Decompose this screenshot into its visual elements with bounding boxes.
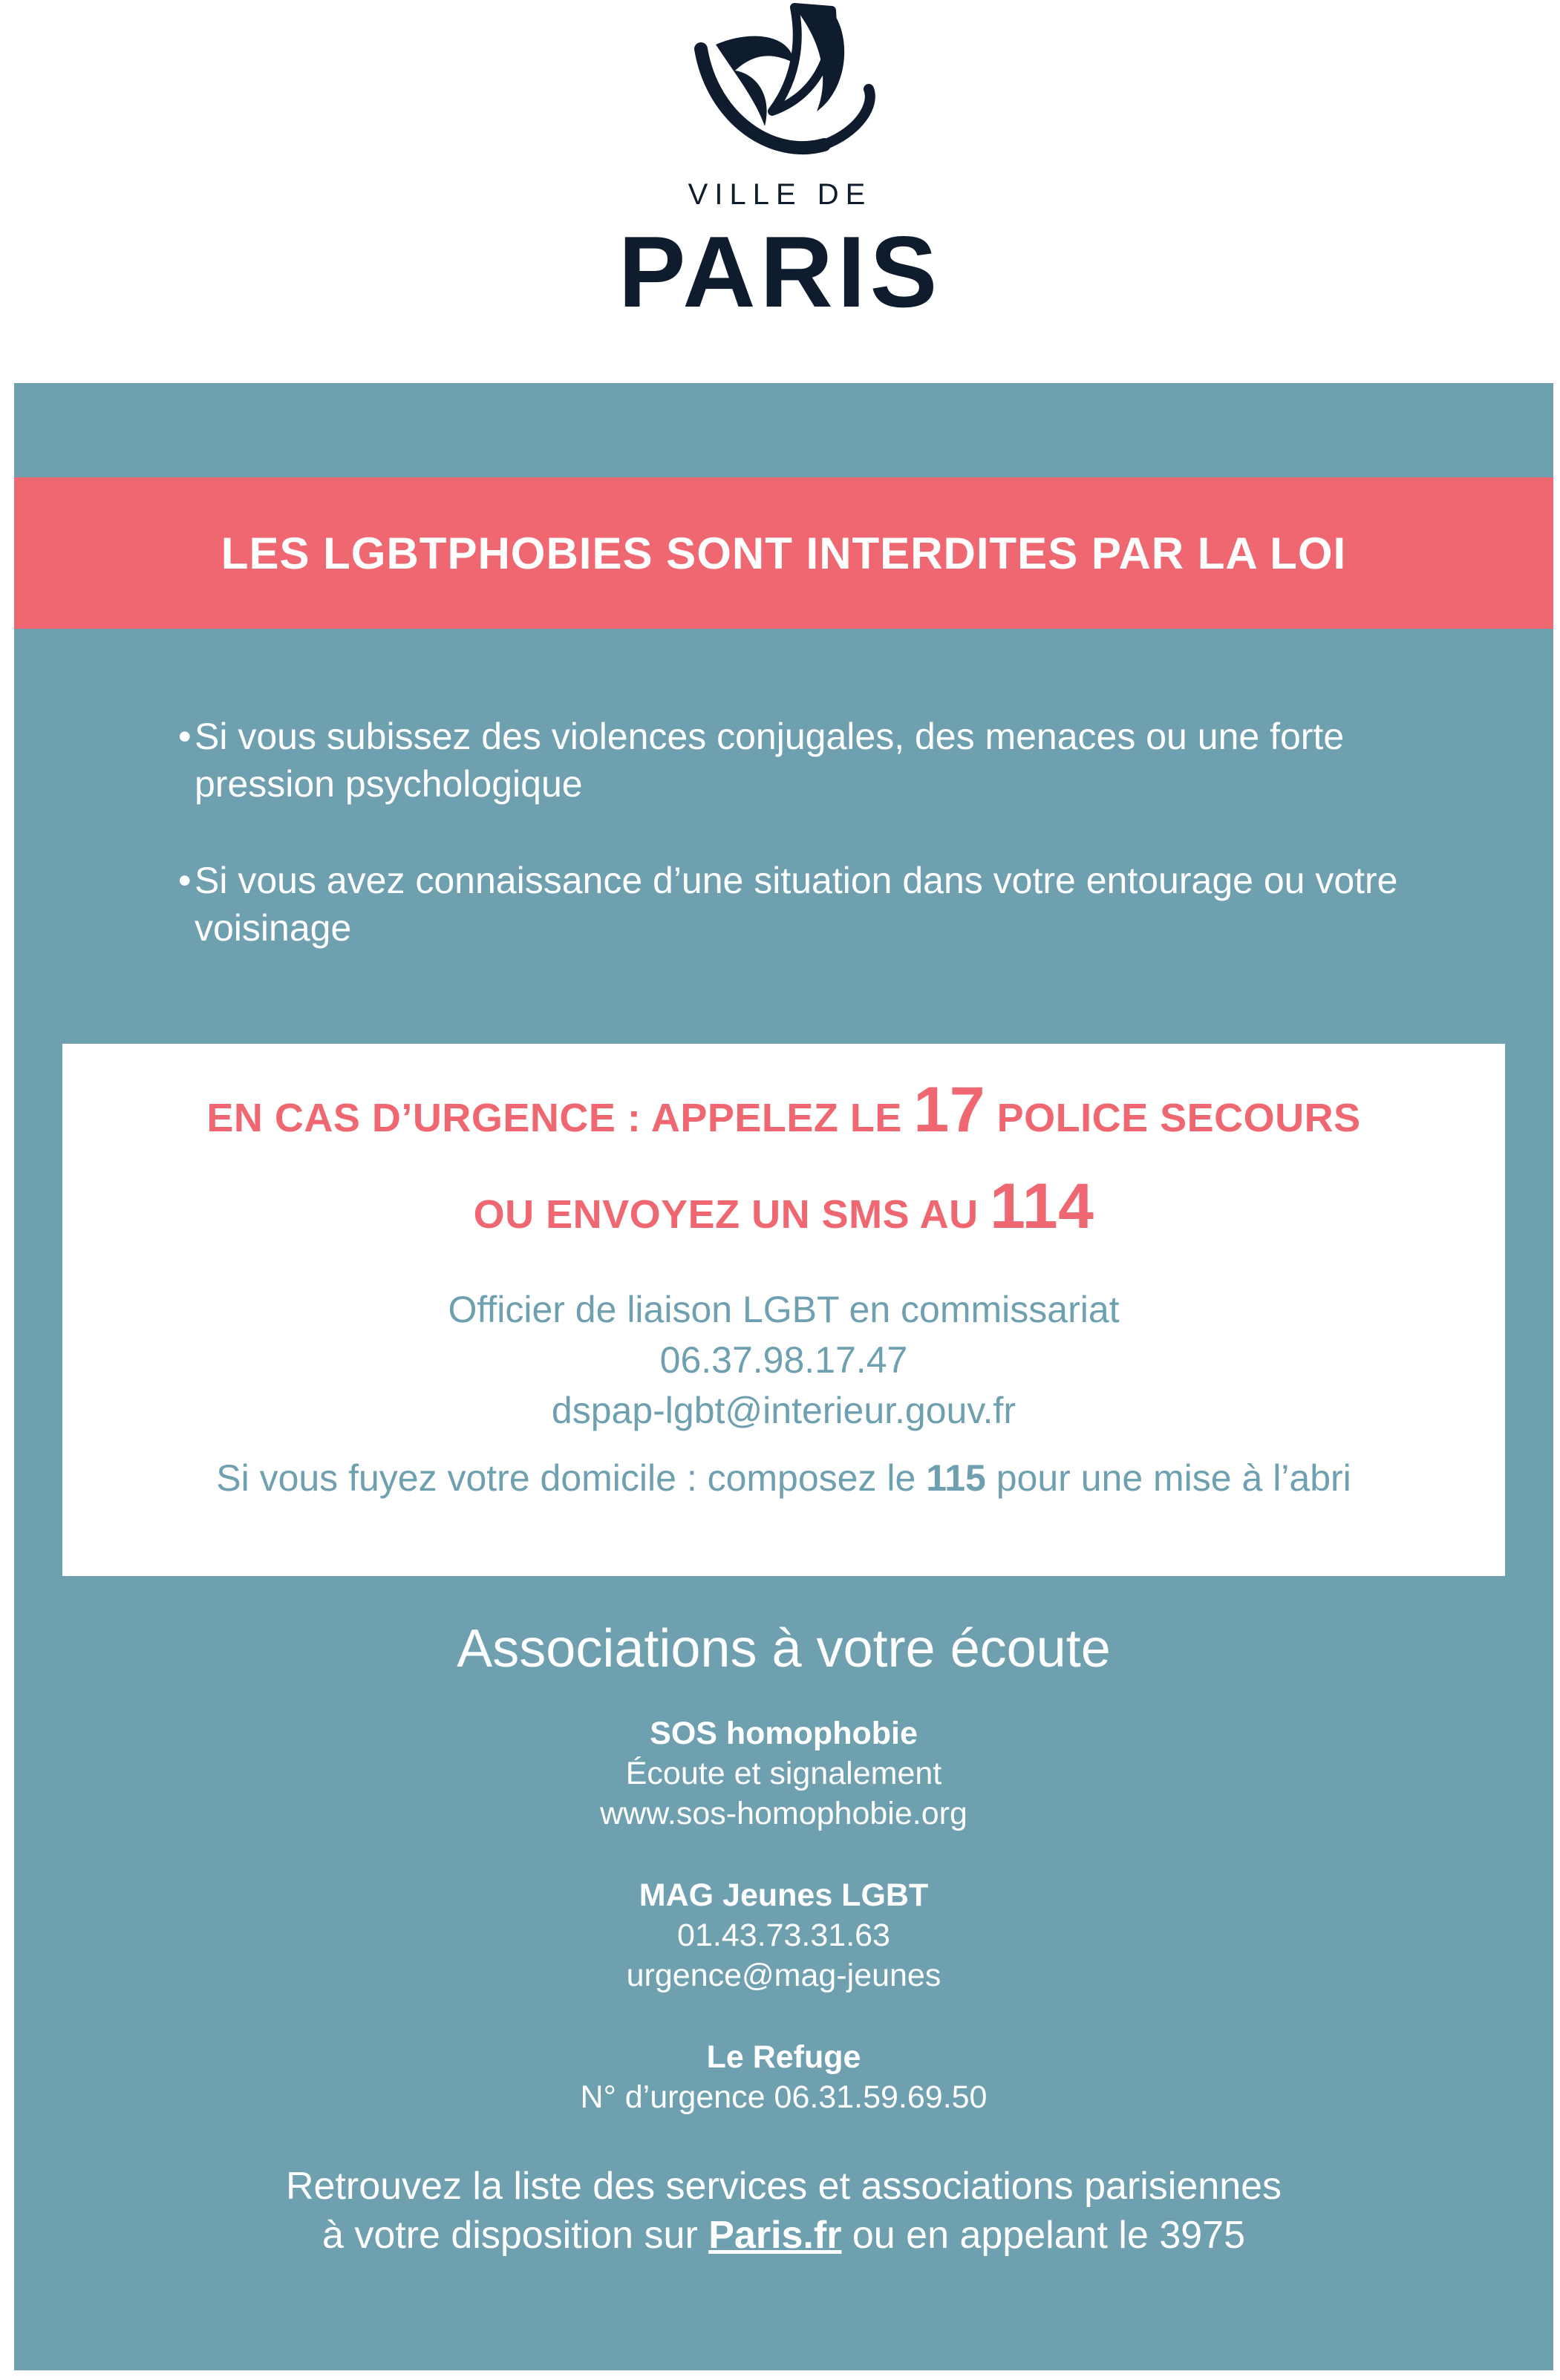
contact-email[interactable]: dspap-lgbt@interieur.gouv.fr: [551, 1390, 1016, 1431]
logo: [0, 0, 1560, 386]
footer-prefix: à votre disposition sur: [322, 2214, 709, 2257]
bullet-glyph: •: [178, 860, 192, 901]
logo-subtitle: VILLE DE: [688, 178, 872, 211]
list-item: [178, 857, 1440, 952]
association-item: [14, 2037, 1553, 2117]
association-email[interactable]: urgence@mag-jeunes: [626, 1958, 941, 1993]
shelter-line: [62, 1457, 1505, 1500]
emergency-sms-line: [62, 1170, 1505, 1243]
banner-title: LES LGBTPHOBIES SONT INTERDITES PAR LA LOI: [221, 528, 1347, 578]
association-detail: Écoute et signalement: [625, 1756, 942, 1791]
associations-title: Associations à votre écoute: [457, 1619, 1111, 1678]
emergency-call-line: [62, 1073, 1505, 1147]
shelter-number: 115: [926, 1457, 986, 1499]
bullet-text: Si vous avez connaissance d’une situation dans votre entourage ou votre voisinage: [195, 860, 1398, 949]
shelter-prefix: Si vous fuyez votre domicile : composez le: [216, 1457, 927, 1499]
emergency-call-prefix: EN CAS D’URGENCE : APPELEZ LE: [206, 1096, 914, 1140]
footer-text: [14, 2162, 1553, 2260]
association-name: MAG Jeunes LGBT: [639, 1877, 929, 1913]
association-phone[interactable]: N° d’urgence 06.31.59.69.50: [580, 2079, 988, 2115]
association-name: SOS homophobie: [650, 1716, 918, 1751]
footer-line: Retrouvez la liste des services et associations parisiennes: [285, 2165, 1282, 2208]
contact-phone[interactable]: 06.37.98.17.47: [659, 1339, 908, 1381]
association-phone[interactable]: 01.43.73.31.63: [677, 1918, 890, 1953]
paris-fr-link[interactable]: Paris.fr: [708, 2214, 842, 2257]
list-item: [178, 713, 1440, 808]
headline-banner: [14, 477, 1553, 629]
emergency-call-suffix: POLICE SECOURS: [985, 1096, 1361, 1140]
emergency-box: [62, 1044, 1505, 1576]
association-website[interactable]: www.sos-homophobie.org: [600, 1796, 967, 1831]
footer-suffix: ou en appelant le 3975: [841, 2214, 1246, 2257]
paris-ship-logo-icon: [683, 0, 876, 178]
liaison-officer-contact: [62, 1284, 1505, 1436]
contact-title: Officier de liaison LGBT en commissariat: [448, 1289, 1120, 1330]
association-item: [14, 1713, 1553, 1834]
association-item: [14, 1875, 1553, 1995]
bullet-text: Si vous subissez des violences conjugales, des menaces ou une forte pression psychologique: [195, 716, 1345, 805]
situations-list: [178, 713, 1440, 1001]
association-name: Le Refuge: [706, 2039, 861, 2075]
sms-number: 114: [990, 1171, 1094, 1242]
bullet-glyph: •: [178, 716, 192, 757]
emergency-sms-prefix: OU ENVOYEZ UN SMS AU: [473, 1192, 990, 1237]
police-number: 17: [913, 1074, 986, 1145]
logo-title: PARIS: [618, 215, 942, 328]
footer-line: [14, 2211, 1553, 2260]
shelter-suffix: pour une mise à l’abri: [985, 1457, 1351, 1499]
